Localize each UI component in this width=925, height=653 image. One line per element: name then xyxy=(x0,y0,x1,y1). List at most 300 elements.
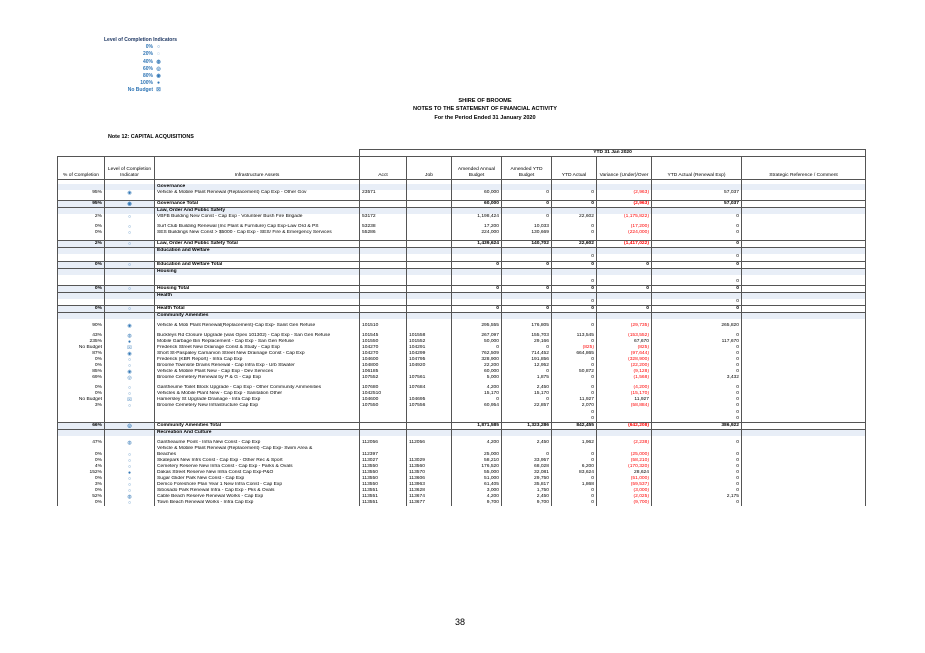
variance: 0 xyxy=(597,305,652,312)
ytd-actual: 50,872 xyxy=(552,369,597,375)
ytd-actual: 664,865 xyxy=(552,351,597,357)
completion-pct: 0% xyxy=(58,261,105,268)
asset-name: Vehicle & Mobile Plant Renewal (Replacement) Cap Exp - Other Gov xyxy=(155,190,360,196)
acct-code xyxy=(360,422,407,429)
completion-indicator-icon: ○ xyxy=(105,285,155,292)
completion-indicator-icon: ○ xyxy=(105,363,155,369)
variance: (4,200) xyxy=(597,385,652,391)
amended-ytd-budget: 0 xyxy=(502,452,552,458)
acct-code: 113551 xyxy=(360,494,407,500)
ytd-actual: 0 xyxy=(552,476,597,482)
amended-ytd-budget: 29,750 xyxy=(502,476,552,482)
ytd-actual: (825) xyxy=(552,345,597,351)
completion-pct: 0% xyxy=(58,363,105,369)
job-code: 101552 xyxy=(407,339,452,345)
amended-annual-budget: 1,198,424 xyxy=(452,214,502,220)
acct-code: 23571 xyxy=(360,190,407,196)
col-indicator-header: Level of Completion Indicator xyxy=(105,157,155,180)
variance: (9,128) xyxy=(597,369,652,375)
org-name: SHIRE OF BROOME xyxy=(458,98,512,104)
asset-name: Broome Cemetery Renewal by P & G - Cap Exp xyxy=(155,375,360,381)
ytd-actual: 0 xyxy=(552,190,597,196)
variance: (3,000) xyxy=(597,488,652,494)
asset-name: Community Amenities Total xyxy=(155,422,360,429)
note-title: Note 12: CAPITAL ACQUISITIONS xyxy=(108,134,194,140)
completion-pct: 90% xyxy=(58,323,105,329)
legend-label: 0% xyxy=(145,44,153,51)
amended-ytd-budget: 0 xyxy=(502,305,552,312)
ytd-renewal-actual: 0 xyxy=(652,458,742,464)
amended-annual-budget: 60,000 xyxy=(452,369,502,375)
completion-indicator-icon: ● xyxy=(105,339,155,345)
ytd-actual: 0 xyxy=(552,261,597,268)
completion-pct: 0% xyxy=(58,285,105,292)
ytd-actual: 0 xyxy=(552,494,597,500)
acct-code: 101545 xyxy=(360,333,407,339)
amended-ytd-budget: 0 xyxy=(502,190,552,196)
variance: (224,000) xyxy=(597,230,652,236)
amended-ytd-budget: 0 xyxy=(502,201,552,208)
completion-indicator-icon: ◉ xyxy=(156,73,161,80)
legend-item xyxy=(104,80,162,87)
amended-annual-budget: 4,200 xyxy=(452,494,502,500)
ytd-renewal-actual: 0 xyxy=(652,299,742,306)
ytd-renewal-actual: 0 xyxy=(652,369,742,375)
job-code: 104695 xyxy=(407,397,452,403)
job-code: 104299 xyxy=(407,351,452,357)
ytd-renewal-actual: 386,922 xyxy=(652,422,742,429)
variance: (22,200) xyxy=(597,363,652,369)
completion-indicator-icon: ☒ xyxy=(105,345,155,351)
asset-name: Town Beach Renewal Works - Infra Cap Exp xyxy=(155,500,360,506)
completion-pct: 0% xyxy=(58,500,105,506)
strategic-comment xyxy=(742,422,866,429)
acct-code: 107680 xyxy=(360,385,407,391)
asset-name: Governance Total xyxy=(155,201,360,208)
asset-name: Recreation And Culture xyxy=(155,429,360,436)
acct-code: 112056 xyxy=(360,440,407,446)
job-code: 107684 xyxy=(407,385,452,391)
completion-pct: 2% xyxy=(58,214,105,220)
completion-indicator-icon: ● xyxy=(156,80,161,87)
variance: (25,000) xyxy=(597,452,652,458)
completion-indicator-icon: ○ xyxy=(105,357,155,363)
table-body xyxy=(58,180,866,507)
variance: (642,208) xyxy=(597,422,652,429)
col-asset-header: Infrastructure Assets xyxy=(155,157,360,180)
ytd-actual: 22,602 xyxy=(552,214,597,220)
completion-pct: 87% xyxy=(58,351,105,357)
asset-name: Vehicle & Mob Plant Renewal(Replacement)-Cap Exp- Sanit Gen Refuse xyxy=(155,323,360,329)
amended-annual-budget: 0 xyxy=(452,285,502,292)
completion-pct: 0% xyxy=(58,391,105,397)
completion-pct: 95% xyxy=(58,190,105,196)
job-code: 104920 xyxy=(407,363,452,369)
ytd-actual: 842,455 xyxy=(552,422,597,429)
acct-code: 53238 xyxy=(360,224,407,230)
completion-pct: 0% xyxy=(58,385,105,391)
completion-indicator-icon: ○ xyxy=(105,261,155,268)
strategic-comment xyxy=(742,241,866,248)
amended-ytd-budget: 32,081 xyxy=(502,470,552,476)
ytd-renewal-actual: 0 xyxy=(652,464,742,470)
col-pct-header: % of Completion xyxy=(58,157,105,180)
ytd-actual: 0 xyxy=(552,357,597,363)
acct-code: 113550 xyxy=(360,476,407,482)
ytd-actual: 0 xyxy=(552,323,597,329)
completion-indicator-icon: ◍ xyxy=(105,440,155,446)
asset-name: Skatepark New Infrs Const - Cap Exp - Other Rec & Sport xyxy=(155,458,360,464)
col-ytd-actual-header: YTD Actual xyxy=(552,157,597,180)
ytd-actual: 113,545 xyxy=(552,333,597,339)
ytd-actual: 0 xyxy=(552,452,597,458)
variance: (58,210) xyxy=(597,458,652,464)
job-code xyxy=(407,305,452,312)
amended-ytd-budget: 10,033 xyxy=(502,224,552,230)
amended-ytd-budget: 130,669 xyxy=(502,230,552,236)
job-code xyxy=(407,201,452,208)
ytd-renewal-actual: 0 xyxy=(652,261,742,268)
col-acct-header: Acct xyxy=(360,157,407,180)
asset-name: Hamersley St Upgrade Drainage - Infa Cap Exp xyxy=(155,397,360,403)
ytd-renewal-actual: 0 xyxy=(652,410,742,416)
ytd-renewal-actual: 0 xyxy=(652,391,742,397)
variance: (2,025) xyxy=(597,494,652,500)
job-code: 107561 xyxy=(407,375,452,381)
col-renewal-header: YTD Actual (Renewal Exp) xyxy=(652,157,742,180)
asset-name: Dakas Street Reserve New Infra Const Cap Exp-P&O xyxy=(155,470,360,476)
completion-indicator-icon: ○ xyxy=(105,391,155,397)
amended-ytd-budget: 2,450 xyxy=(502,440,552,446)
ytd-renewal-actual: 0 xyxy=(652,285,742,292)
job-code xyxy=(407,261,452,268)
legend-label: 40% xyxy=(142,58,153,65)
job-code: 113606 xyxy=(407,476,452,482)
completion-indicator-icon: ○ xyxy=(105,385,155,391)
ytd-actual: 0 xyxy=(552,410,597,416)
asset-name: Frederick Street New Drainage Const & Study - Cap Exp xyxy=(155,345,360,351)
asset-name: Education and Welfare xyxy=(155,248,360,255)
acct-code: 104270 xyxy=(360,351,407,357)
completion-indicator-icon: ○ xyxy=(105,305,155,312)
ytd-actual: 0 xyxy=(552,201,597,208)
completion-indicator-icon: ◉ xyxy=(105,323,155,329)
amended-ytd-budget: 714,452 xyxy=(502,351,552,357)
asset-name: Cable Beach Reserve Renewal Works - Cap Exp xyxy=(155,494,360,500)
acct-code: 113550 xyxy=(360,470,407,476)
amended-ytd-budget: 22,857 xyxy=(502,403,552,409)
ytd-actual: 0 xyxy=(552,416,597,423)
completion-indicator-icon: ◎ xyxy=(105,375,155,381)
table-row xyxy=(58,500,866,506)
ytd-renewal-actual: 0 xyxy=(652,357,742,363)
amended-annual-budget: 5,000 xyxy=(452,375,502,381)
amended-annual-budget: 55,000 xyxy=(452,470,502,476)
acct-code: 107550 xyxy=(360,403,407,409)
amended-ytd-budget: 0 xyxy=(502,261,552,268)
acct-code xyxy=(360,261,407,268)
amended-annual-budget: 0 xyxy=(452,345,502,351)
ytd-renewal-actual: 0 xyxy=(652,476,742,482)
acct-code xyxy=(360,241,407,248)
total-row xyxy=(58,261,866,268)
amended-annual-budget: 1,871,585 xyxy=(452,422,502,429)
strategic-comment xyxy=(742,305,866,312)
ytd-renewal-actual: 0 xyxy=(652,214,742,220)
acct-code: 112397 xyxy=(360,452,407,458)
completion-pct: 0% xyxy=(58,488,105,494)
variance: 67,670 xyxy=(597,339,652,345)
ytd-actual: 0 xyxy=(552,500,597,506)
job-code: 104795 xyxy=(407,357,452,363)
ytd-actual: 0 xyxy=(552,279,597,286)
amended-annual-budget: 295,555 xyxy=(452,323,502,329)
strategic-comment xyxy=(742,285,866,292)
report-period: For the Period Ended 31 January 2020 xyxy=(434,114,536,121)
asset-name: Beaches xyxy=(155,452,360,458)
variance: (2,963) xyxy=(597,201,652,208)
ytd-actual: 0 xyxy=(552,339,597,345)
completion-legend xyxy=(104,37,178,95)
completion-indicator-icon: ◉ xyxy=(105,351,155,357)
capital-acquisitions-table xyxy=(57,149,866,506)
variance: (153,552) xyxy=(597,333,652,339)
acct-code: 113027 xyxy=(360,458,407,464)
completion-indicator-icon: ○ xyxy=(105,452,155,458)
completion-indicator-icon: ◉ xyxy=(105,190,155,196)
ytd-renewal-actual: 0 xyxy=(652,254,742,261)
completion-pct: 0% xyxy=(58,305,105,312)
col-strategic-header: Strategic Reference / Comment xyxy=(742,157,866,180)
completion-indicator-icon: ◌ xyxy=(157,51,160,58)
completion-indicator-icon: ◍ xyxy=(105,494,155,500)
ytd-renewal-actual: 265,820 xyxy=(652,323,742,329)
ytd-renewal-actual: 0 xyxy=(652,363,742,369)
ytd-renewal-actual: 0 xyxy=(652,385,742,391)
ytd-renewal-actual: 0 xyxy=(652,241,742,248)
asset-name: Broome Townsite Drains Renewal - Cap Infra Exp - Urb Stwater xyxy=(155,363,360,369)
amended-annual-budget: 328,900 xyxy=(452,357,502,363)
amended-annual-budget: 50,000 xyxy=(452,339,502,345)
amended-ytd-budget: 140,702 xyxy=(502,241,552,248)
variance: (825) xyxy=(597,345,652,351)
ytd-renewal-actual: 3,432 xyxy=(652,375,742,381)
ytd-actual: 1,868 xyxy=(552,482,597,488)
completion-indicator-icon: ○ xyxy=(105,230,155,236)
ytd-actual: 6,200 xyxy=(552,464,597,470)
completion-pct: 235% xyxy=(58,339,105,345)
amended-ytd-budget: 33,957 xyxy=(502,458,552,464)
acct-code: 113550 xyxy=(360,464,407,470)
amended-annual-budget: 224,000 xyxy=(452,230,502,236)
job-code: 113674 xyxy=(407,494,452,500)
ytd-actual: 0 xyxy=(552,224,597,230)
ytd-renewal-actual: 0 xyxy=(652,224,742,230)
asset-name: Sugar Glider Park New Const - Cap Exp xyxy=(155,476,360,482)
amended-annual-budget: 15,170 xyxy=(452,391,502,397)
ytd-renewal-actual: 0 xyxy=(652,488,742,494)
ytd-actual: 0 xyxy=(552,488,597,494)
completion-pct: No Budget xyxy=(58,397,105,403)
amended-ytd-budget: 15,170 xyxy=(502,391,552,397)
asset-name: Education and Welfare Total xyxy=(155,261,360,268)
completion-pct: No Budget xyxy=(58,345,105,351)
asset-name: Law, Order And Public Safety Total xyxy=(155,241,360,248)
legend-item xyxy=(104,87,162,94)
ytd-renewal-actual: 0 xyxy=(652,351,742,357)
amended-annual-budget: 0 xyxy=(452,261,502,268)
ytd-renewal-actual: 57,037 xyxy=(652,201,742,208)
variance: (1,568) xyxy=(597,375,652,381)
amended-ytd-budget: 155,703 xyxy=(502,333,552,339)
ytd-actual: 0 xyxy=(552,230,597,236)
variance: (58,884) xyxy=(597,403,652,409)
job-code: 104291 xyxy=(407,345,452,351)
variance: (29,735) xyxy=(597,323,652,329)
completion-pct: 0% xyxy=(58,230,105,236)
amended-annual-budget: 4,200 xyxy=(452,440,502,446)
completion-indicator-icon: ◍ xyxy=(156,58,161,65)
completion-indicator-icon: ○ xyxy=(105,488,155,494)
job-code: 113628 xyxy=(407,488,452,494)
ytd-actual: 1,962 xyxy=(552,440,597,446)
amended-ytd-budget: 2,450 xyxy=(502,494,552,500)
ytd-renewal-actual: 57,037 xyxy=(652,190,742,196)
amended-annual-budget: 0 xyxy=(452,397,502,403)
completion-indicator-icon: ○ xyxy=(105,224,155,230)
variance: (15,170) xyxy=(597,391,652,397)
amended-annual-budget: 17,200 xyxy=(452,224,502,230)
completion-pct: 2% xyxy=(58,241,105,248)
total-row xyxy=(58,305,866,312)
job-code xyxy=(407,285,452,292)
ytd-actual: 11,927 xyxy=(552,397,597,403)
asset-name: Broome Cemetery New Infrastructure Cap Exp xyxy=(155,403,360,409)
completion-indicator-icon: ◉ xyxy=(105,201,155,208)
job-code: 113570 xyxy=(407,470,452,476)
ytd-renewal-actual: 0 xyxy=(652,440,742,446)
ytd-renewal-actual: 2,175 xyxy=(652,494,742,500)
completion-pct: 47% xyxy=(58,440,105,446)
asset-name: Frederick (KBR Report) - Infra Cap Exp xyxy=(155,357,360,363)
acct-code: 113551 xyxy=(360,500,407,506)
job-code: 113677 xyxy=(407,500,452,506)
job-code: 107556 xyxy=(407,403,452,409)
completion-pct: 0% xyxy=(58,224,105,230)
completion-pct: 66% xyxy=(58,422,105,429)
completion-indicator-icon: ◎ xyxy=(105,422,155,429)
amended-ytd-budget: 68,028 xyxy=(502,464,552,470)
legend-label: No Budget xyxy=(127,87,153,94)
asset-name: Mobile Garbage Bin Replacement - Cap Exp - San Gen Refuse xyxy=(155,339,360,345)
asset-name: Health Total xyxy=(155,305,360,312)
col-job-header: Job xyxy=(407,157,452,180)
variance: (9,700) xyxy=(597,500,652,506)
strategic-comment xyxy=(742,201,866,208)
ytd-actual: 0 xyxy=(552,254,597,261)
asset-name: VBFB Building New Const - Cap Exp - Volunteer Bush Fire Brigade xyxy=(155,214,360,220)
acct-code: 113550 xyxy=(360,482,407,488)
page-number: 38 xyxy=(454,617,465,627)
asset-name: Buckleys Rd Closure Upgrade (was Opex 101302) - Cap Exp - San Gen Refuse xyxy=(155,333,360,339)
acct-code xyxy=(360,285,407,292)
job-code: 101558 xyxy=(407,333,452,339)
completion-indicator-icon: ☒ xyxy=(105,397,155,403)
completion-indicator-icon: ● xyxy=(105,470,155,476)
asset-name: Sibosado Park Renewal Infra - Cap Exp - Pks & Ovals xyxy=(155,488,360,494)
completion-indicator-icon: ○ xyxy=(105,476,155,482)
legend-rows xyxy=(104,44,162,94)
completion-pct: 52% xyxy=(58,494,105,500)
acct-code xyxy=(360,201,407,208)
total-row xyxy=(58,201,866,208)
variance: (2,238) xyxy=(597,440,652,446)
completion-indicator-icon: ○ xyxy=(105,241,155,248)
variance: 0 xyxy=(597,261,652,268)
completion-indicator-icon: ○ xyxy=(105,482,155,488)
ytd-actual: 0 xyxy=(552,391,597,397)
legend-item xyxy=(104,73,162,80)
total-row xyxy=(58,285,866,292)
acct-code: 113551 xyxy=(360,488,407,494)
amended-annual-budget: 25,000 xyxy=(452,452,502,458)
variance: 28,624 xyxy=(597,470,652,476)
ytd-renewal-actual: 117,670 xyxy=(652,339,742,345)
amended-ytd-budget: 35,817 xyxy=(502,482,552,488)
amended-annual-budget: 22,200 xyxy=(452,363,502,369)
ytd-renewal-actual: 0 xyxy=(652,403,742,409)
amended-annual-budget: 3,000 xyxy=(452,488,502,494)
asset-name: Vehicle & Mobile Plant New - Cap Exp - Dev Services xyxy=(155,369,360,375)
variance: 11,927 xyxy=(597,397,652,403)
ytd-actual: 0 xyxy=(552,305,597,312)
acct-code: 104800 xyxy=(360,363,407,369)
asset-name: Vehicles & Mobile Plant New - Cap Exp - Sanitation Other xyxy=(155,391,360,397)
asset-name: Housing xyxy=(155,268,360,275)
amended-ytd-budget: 1,875 xyxy=(502,375,552,381)
total-row xyxy=(58,422,866,429)
completion-indicator-icon: ◍ xyxy=(105,333,155,339)
completion-pct: 0% xyxy=(58,476,105,482)
ytd-actual: 0 xyxy=(552,299,597,306)
job-code: 113029 xyxy=(407,458,452,464)
ytd-actual: 0 xyxy=(552,285,597,292)
amended-annual-budget: 267,097 xyxy=(452,333,502,339)
ytd-renewal-actual: 0 xyxy=(652,500,742,506)
completion-indicator-icon: ☒ xyxy=(156,87,161,94)
amended-ytd-budget: 1,750 xyxy=(502,488,552,494)
completion-pct: 0% xyxy=(58,357,105,363)
ytd-renewal-actual: 0 xyxy=(652,452,742,458)
ytd-renewal-actual: 0 xyxy=(652,279,742,286)
report-subtitle: NOTES TO THE STATEMENT OF FINANCIAL ACTIVITY xyxy=(413,106,557,113)
acct-code: 106185 xyxy=(360,369,407,375)
legend-label: 100% xyxy=(140,80,153,87)
amended-annual-budget: 51,000 xyxy=(452,476,502,482)
document-header xyxy=(380,97,590,122)
asset-name: Short St-Paspaley Carnarvon Street New Drainage Const - Cap Exp xyxy=(155,351,360,357)
amended-ytd-budget: 29,166 xyxy=(502,339,552,345)
asset-name: Demco Foreshore Plan Year 1 New Infra Const - Cap Exp xyxy=(155,482,360,488)
asset-name: Governance xyxy=(155,184,360,190)
ytd-renewal-actual: 0 xyxy=(652,230,742,236)
ytd-renewal-actual: 0 xyxy=(652,333,742,339)
completion-indicator-icon: ○ xyxy=(105,214,155,220)
completion-indicator-icon: ○ xyxy=(105,500,155,506)
acct-code: 1042510 xyxy=(360,391,407,397)
acct-code: 55286 xyxy=(360,230,407,236)
completion-pct: 0% xyxy=(58,458,105,464)
